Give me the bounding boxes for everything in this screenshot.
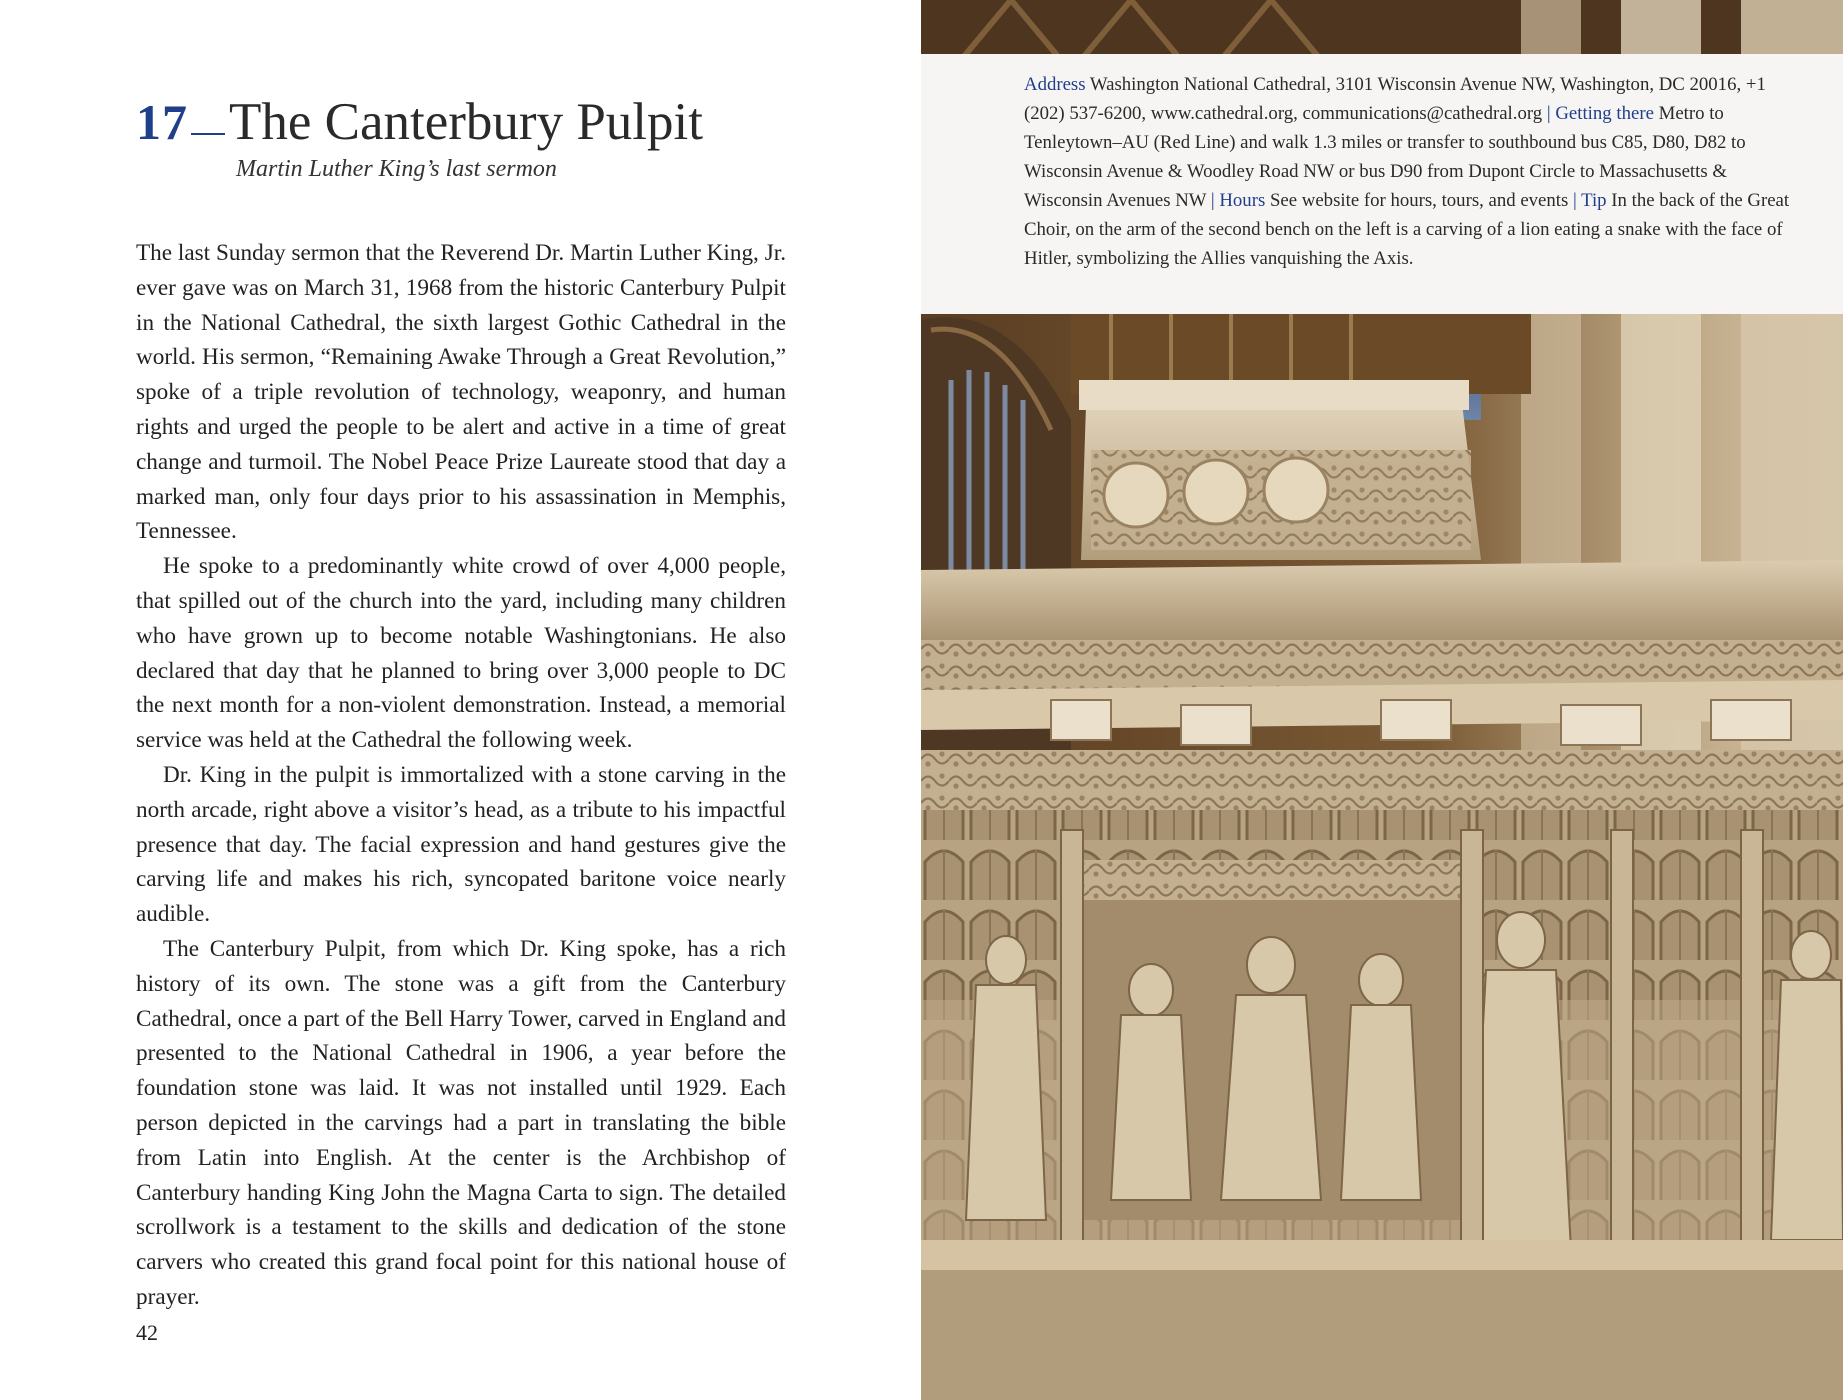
body-paragraph: The last Sunday sermon that the Reverend Dr. Martin Luther King, Jr. ever gave was on March 31, 1968 from the historic Canterbury Pulpit in the National Cathedral, the sixth largest Gothic Cathedral in the world. His sermon, “Remaining Awake Through a Great Revolution,” spoke of a triple revolution of technology, weaponry, and human rights and urged the people to be alert and active in a time of great change and turmoil. The Nobel Peace Prize Laureate stood that day a marked man, only four days prior to his assassination in Memphis, Tennessee.: [136, 240, 786, 545]
hours-label: Hours: [1219, 190, 1266, 211]
tip-text: In the back of the Great Choir, on the arm of the second bench on the left is a carving of a lion eating a snake with the face of Hitler, symbolizing the Allies vanquishing the Axis.: [1024, 190, 1790, 269]
address-text: Washington National Cathedral, 3101 Wisconsin Avenue NW, Washington, DC 20016, +1 (202) 537-6200, www.cathedral.org, communications@cathedral.org: [1024, 74, 1766, 124]
tip-label: Tip: [1581, 190, 1607, 211]
chapter-number: 17: [136, 94, 188, 150]
chapter-subtitle: Martin Luther King’s last sermon: [236, 156, 557, 182]
right-page: [921, 0, 1843, 1400]
heading-rule: [191, 133, 225, 135]
body-paragraph: The Canterbury Pulpit, from which Dr. King spoke, has a rich history of its own. The stone was a gift from the Canterbury Cathedral, once a part of the Bell Harry Tower, carved in England and presented to the National Cathedral in 1906, a year before the foundation stone was laid. It was not installed until 1929. Each person depicted in the carvings had a part in translating the bible from Latin into English. At the center is the Archbishop of Canterbury handing King John the Magna Carta to sign. The detailed scrollwork is a testament to the skills and dedication of the stone carvers who created this grand focal point for this national house of prayer.: [136, 935, 786, 1310]
page-number: 42: [136, 1320, 158, 1345]
info-text: [1024, 70, 1793, 273]
body-paragraph: He spoke to a predominantly white crowd of over 4,000 people, that spilled out of the church into the yard, including many children who have grown up to become notable Washingtonians. He also declared that day that he planned to bring over 3,000 people to DC the next month for a non-violent demonstration. Instead, a memorial service was held at the Cathedral the following week.: [136, 553, 786, 754]
chapter-title: The Canterbury Pulpit: [229, 93, 703, 151]
body-text: [136, 236, 786, 1315]
address-label: Address: [1024, 74, 1086, 95]
info-box: [921, 54, 1843, 314]
info-separator: |: [1546, 103, 1551, 124]
left-page: [0, 0, 921, 1400]
chapter-heading: [136, 92, 703, 152]
getting-there-label: Getting there: [1555, 103, 1654, 124]
hours-text: See website for hours, tours, and events: [1269, 190, 1569, 211]
info-separator: |: [1573, 190, 1577, 211]
body-paragraph: Dr. King in the pulpit is immortalized with a stone carving in the north arcade, right above a visitor’s head, as a tribute to his impactful presence that day. The facial expression and hand gestures give the carving life and makes his rich, syncopated baritone voice nearly audible.: [136, 761, 786, 928]
getting-there-text: Metro to Tenleytown–AU (Red Line) and walk 1.3 miles or transfer to southbound bus C85, D80, D82 to Wisconsin Avenue & Woodley Road NW or bus D90 from Dupont Circle to Massachusetts & Wisconsin Avenues NW: [1024, 103, 1746, 211]
info-separator: |: [1210, 190, 1215, 211]
